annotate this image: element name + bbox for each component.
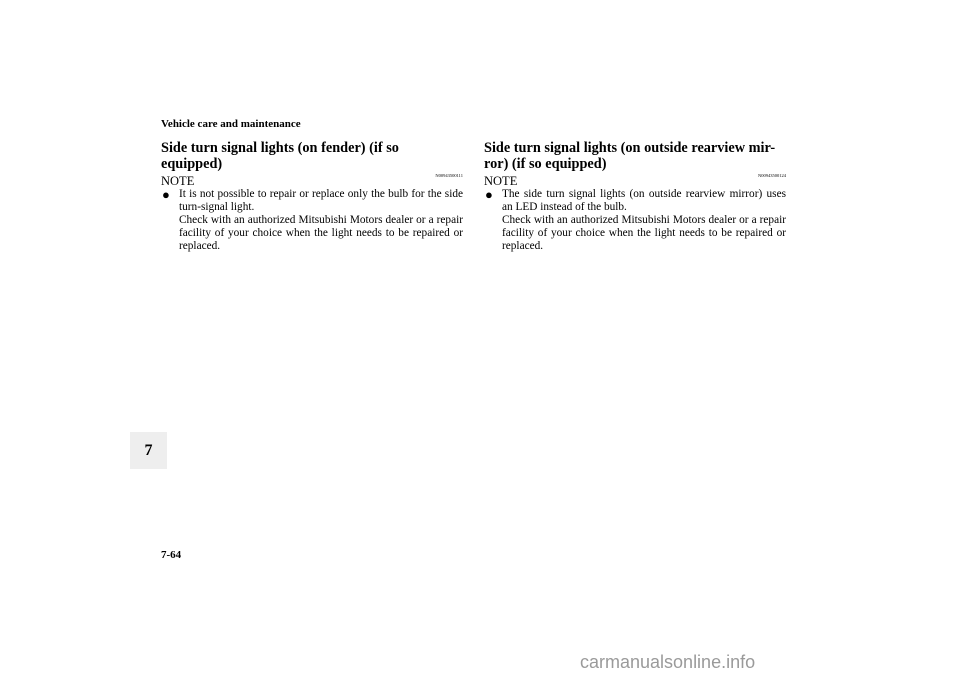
chapter-tab (130, 432, 167, 469)
note-label: NOTE (161, 174, 195, 188)
note-text: It is not possible to repair or replace only the bulb for the side turn-signal light. (179, 188, 463, 213)
section-mirror-turn-signal (484, 140, 786, 253)
running-header: Vehicle care and maintenance (161, 118, 301, 130)
chapter-number: 7 (144, 441, 153, 459)
note-text: Check with an authorized Mitsubishi Motors dealer or a repair facility of your choice when the light needs to be repaired or replaced. (502, 214, 786, 252)
note-item (484, 188, 786, 253)
section-heading: Side turn signal lights (on outside rearview mir-ror) (if so equipped) (484, 140, 776, 172)
section-fender-turn-signal (161, 140, 463, 253)
reference-code: N00943500111 (435, 173, 463, 178)
section-heading: Side turn signal lights (on fender) (if so equipped) (161, 140, 399, 172)
bullet-dot-icon: ● (162, 187, 170, 202)
watermark: carmanualsonline.info (580, 652, 756, 672)
page-number: 7-64 (161, 549, 182, 561)
reference-code: N00943500124 (758, 173, 786, 178)
note-text: The side turn signal lights (on outside rearview mirror) uses an LED instead of the bulb. (502, 188, 786, 213)
bullet-dot-icon: ● (485, 187, 493, 202)
note-label: NOTE (484, 174, 518, 188)
note-item (161, 188, 463, 253)
note-text: Check with an authorized Mitsubishi Motors dealer or a repair facility of your choice when the light needs to be repaired or replaced. (179, 214, 463, 252)
